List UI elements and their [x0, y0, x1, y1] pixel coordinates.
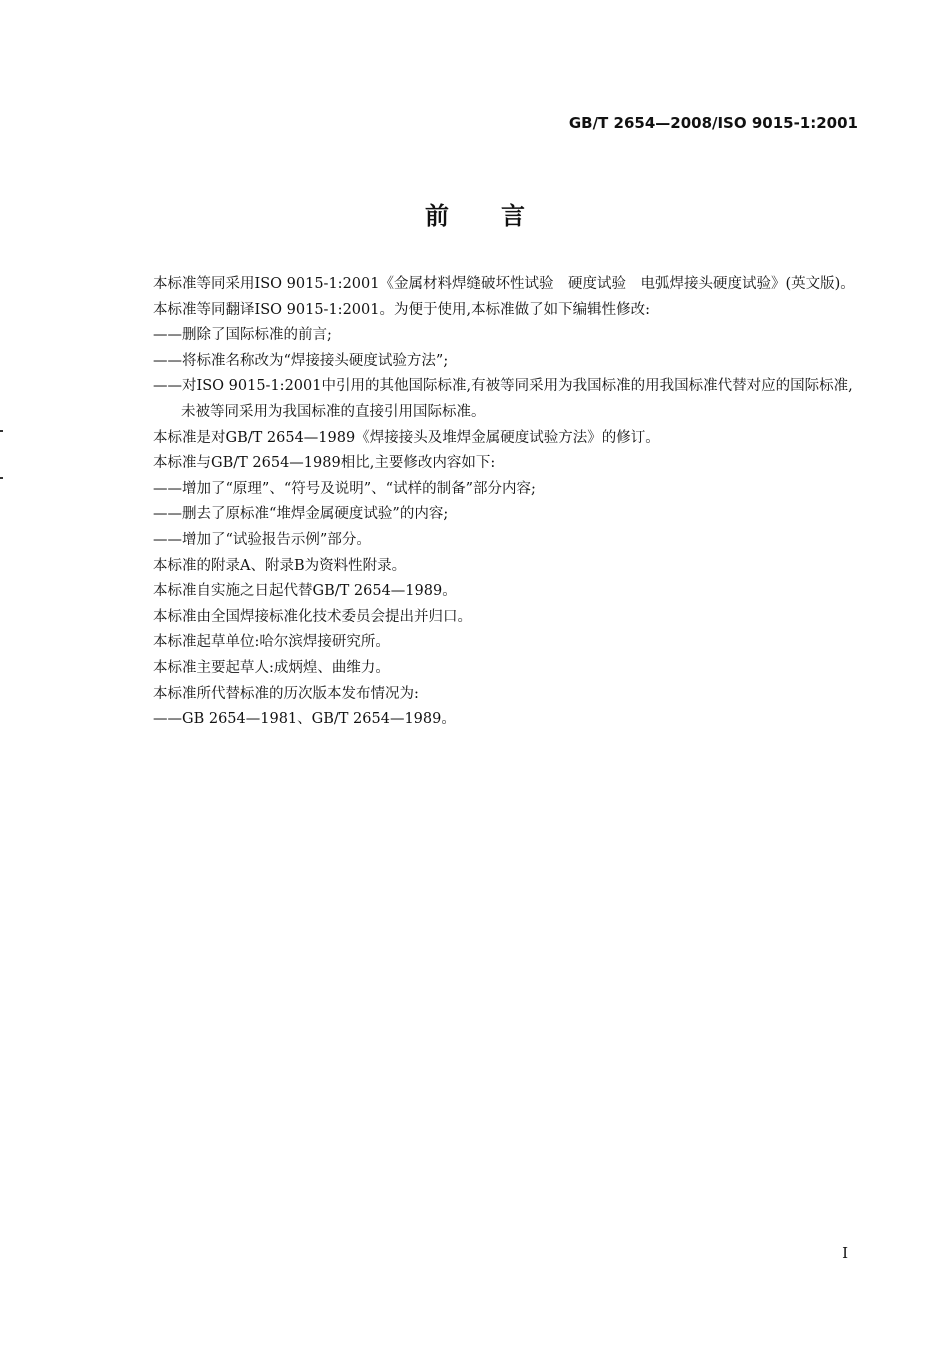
- paragraph-previous-editions: 本标准所代替标准的历次版本发布情况为:: [153, 685, 419, 702]
- page-number: I: [842, 1244, 848, 1262]
- standard-number-header: GB/T 2654—2008/ISO 9015-1:2001: [568, 114, 858, 132]
- list-item-removed-content: ——删去了原标准“堆焊金属硬度试验”的内容;: [153, 506, 449, 523]
- paragraph-translation: 本标准等同翻译ISO 9015-1:2001。为便于使用,本标准做了如下编辑性修改:: [153, 301, 650, 318]
- list-item-added-report-example: ——增加了“试验报告示例”部分。: [153, 531, 371, 548]
- list-item-rename-standard: ——将标准名称改为“焊接接头硬度试验方法”;: [153, 352, 449, 369]
- foreword-body: [125, 272, 860, 733]
- page-title: 前言: [425, 202, 577, 230]
- paragraph-drafters: 本标准主要起草人:成炳煌、曲维力。: [153, 659, 390, 676]
- scan-margin-mark: [0, 430, 3, 432]
- paragraph-annexes: 本标准的附录A、附录B为资料性附录。: [153, 557, 407, 574]
- list-item-edition-history: ——GB 2654—1981、GB/T 2654—1989。: [153, 711, 456, 728]
- scan-margin-mark: [0, 477, 3, 479]
- list-item-referenced-standards: ——对ISO 9015-1:2001中引用的其他国际标准,有被等同采用为我国标准的用我国标准代替对应的国际标准,未被等同采用为我国标准的直接引用国际标准。: [153, 378, 853, 420]
- list-item-added-sections: ——增加了“原理”、“符号及说明”、“试样的制备”部分内容;: [153, 480, 536, 497]
- list-item-delete-foreword: ——删除了国际标准的前言;: [153, 327, 332, 344]
- paragraph-proposed-by: 本标准由全国焊接标准化技术委员会提出并归口。: [153, 608, 472, 625]
- paragraph-replaces: 本标准自实施之日起代替GB/T 2654—1989。: [153, 583, 457, 600]
- paragraph-main-changes: 本标准与GB/T 2654—1989相比,主要修改内容如下:: [153, 455, 496, 472]
- paragraph-revision: 本标准是对GB/T 2654—1989《焊接接头及堆焊金属硬度试验方法》的修订。: [153, 429, 660, 446]
- paragraph-adoption: 本标准等同采用ISO 9015-1:2001《金属材料焊缝破坏性试验 硬度试验 电弧焊接头硬度试验》(英文版)。: [153, 276, 855, 292]
- paragraph-drafting-unit: 本标准起草单位:哈尔滨焊接研究所。: [153, 634, 390, 651]
